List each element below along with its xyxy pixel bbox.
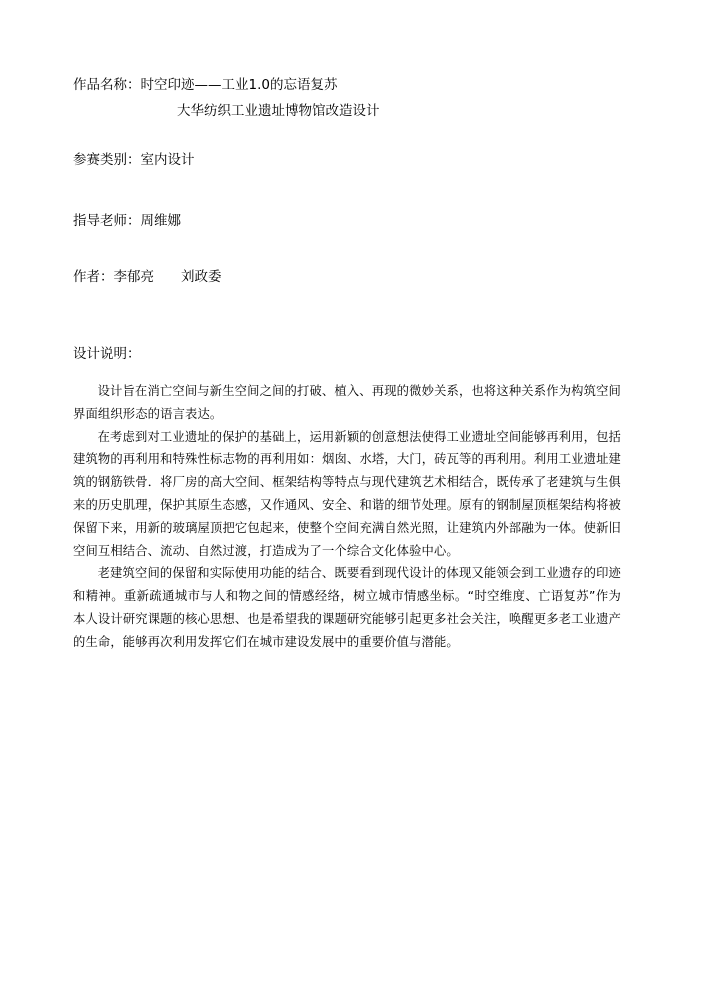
work-subtitle: 大华纺织工业遗址博物馆改造设计	[177, 103, 380, 119]
authors: 作者：李郁亮 刘政委	[73, 269, 222, 285]
paragraph: 老建筑空间的保留和实际使用功能的结合、既要看到现代设计的体现又能领会到工业遗存的印迹和精神。重新疏通城市与人和物之间的情感经络，树立城市情感坐标。“时空维度、亡语复苏”作为本人设计研究课题的核心思想、也是希望我的课题研究能够引起更多社会关注，唤醒更多老工业遗产的生命，能够再次利用发挥它们在城市建设发展中的重要价值与潜能。	[73, 566, 621, 649]
paragraph: 设计旨在消亡空间与新生空间之间的打破、植入、再现的微妙关系，也将这种关系作为构筑空间界面组织形态的语言表达。	[73, 384, 621, 421]
design-description-heading: 设计说明：	[73, 346, 141, 362]
work-name: 作品名称：时空印迹——工业1.0的忘语复苏	[73, 77, 338, 93]
competition-category: 参赛类别：室内设计	[73, 152, 195, 168]
paragraph: 在考虑到对工业遗址的保护的基础上，运用新颖的创意想法使得工业遗址空间能够再利用，包括建筑物的再利用和特殊性标志物的再利用如：烟囱、水塔，大门，砖瓦等的再利用。利用工业遗址建筑的钢筋铁骨．将厂房的高大空间、框架结构等特点与现代建筑艺术相结合，既传承了老建筑与生俱来的历史肌理，保护其原生态感，又作通风、安全、和谐的细节处理。原有的钢制屋顶框架结构将被保留下来，用新的玻璃屋顶把它包起来，使整个空间充满自然光照，让建筑内外部融为一体。使新旧空间互相结合、流动、自然过渡，打造成为了一个综合文化体验中心。	[73, 429, 621, 558]
advisor: 指导老师：周维娜	[73, 213, 181, 229]
design-description	[73, 380, 621, 654]
